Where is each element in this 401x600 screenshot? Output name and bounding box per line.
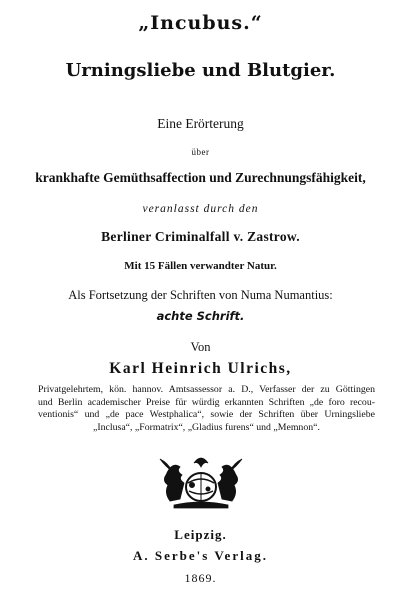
line-achte-schrift: achte Schrift.	[156, 309, 245, 323]
author-description-line: und Berlin academischer Preise für würdig erkannten Schriften „de foro recou-	[38, 396, 375, 408]
author-description	[38, 384, 375, 434]
line-theme: krankhafte Gemüthsaffection und Zurechnungsfähigkeit,	[35, 170, 366, 185]
publication-year: 1869.	[184, 571, 217, 585]
line-ueber: über	[191, 147, 210, 157]
publisher: A. Serbe's Verlag.	[133, 548, 268, 563]
line-eine-eroerterung: Eine Erörterung	[157, 116, 244, 131]
author-description-line: „Inclusa“, „Formatrix“, „Gladius furens“ und „Memnon“.	[93, 421, 320, 433]
line-von: Von	[190, 340, 211, 354]
printers-device-vignette-icon	[158, 453, 244, 509]
author-name: Karl Heinrich Ulrichs,	[109, 360, 292, 377]
line-faelle: Mit 15 Fällen verwandter Natur.	[124, 260, 277, 272]
publication-place: Leipzig.	[174, 527, 227, 542]
author-description-line: ventionis“ und „de pace Westphalica“, sowie der Schriften über Urningsliebe	[38, 409, 375, 421]
line-veranlasst: veranlasst durch den	[142, 203, 259, 215]
line-criminal-case: Berliner Criminalfall v. Zastrow.	[101, 229, 300, 244]
subtitle: Urningsliebe und Blutgier.	[65, 60, 336, 81]
line-series: Als Fortsetzung der Schriften von Numa Numantius:	[68, 288, 333, 302]
author-description-line: Privatgelehrtem, kön. hannov. Amtsassessor a. D., Verfasser der zu Göttingen	[38, 384, 375, 395]
main-title: „Incubus.“	[138, 12, 263, 34]
